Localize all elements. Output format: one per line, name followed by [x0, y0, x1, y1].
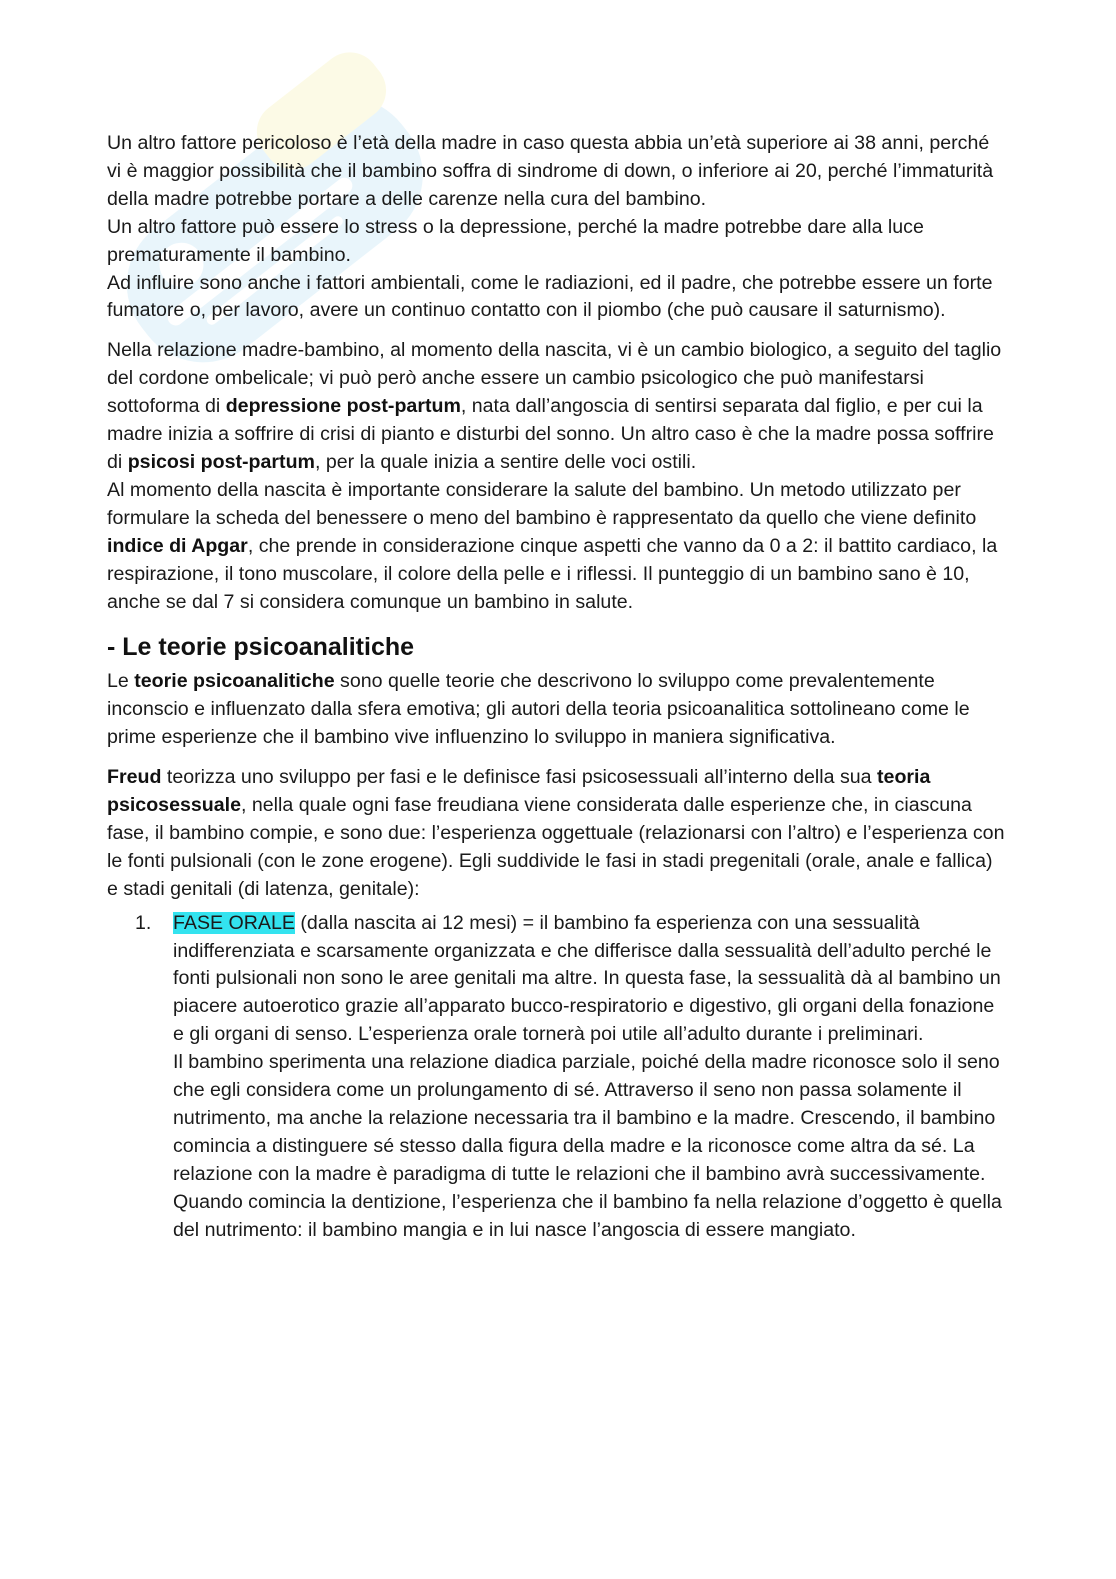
phase-paragraph-2: Il bambino sperimenta una relazione diadica parziale, poiché della madre riconosce solo il seno che egli considera come un prolungamento di sé. Attraverso il seno non passa solamente il nutrimento, ma anche la relazione necessaria tra il bambino e la madre. Crescendo, il bambino comincia a distinguere sé stesso dalla figura della madre e la riconosce come altra da sé. La relazione con la madre è paradigma di tutte le relazioni che il bambino avrà successivamente.: [173, 1051, 1000, 1185]
document-page: [107, 130, 1007, 1245]
birth-paragraph-2: Al momento della nascita è importante considerare la salute del bambino. Un metodo utilizzato per formulare la scheda del benessere o meno del bambino è rappresentato da quello che viene definito indice di Apgar, che prende in considerazione cinque aspetti che vanno da 0 a 2: il battito cardiaco, la respirazione, il tono muscolare, il colore della pelle e i riflessi. Il punteggio di un bambino sano è 10, anche se dal 7 si considera comunque un bambino in salute.: [107, 478, 998, 613]
term-depressione-post-partum: depressione post-partum: [225, 395, 461, 418]
term-psicosi-post-partum: psicosi post-partum: [127, 450, 315, 473]
phase-paragraph-1: FASE ORALE (dalla nascita ai 12 mesi) = il bambino fa esperienza con una sessualità indifferenziata e scarsamente organizzata e che differisce dalla sessualità dell’adulto perché le fonti pulsionali non sono le aree genitali ma altre. In questa fase, la sessualità dà al bambino un piacere autoerotico grazie all’apparato bucco-respiratorio e digestivo, gli organi della fonazione e gli organi di senso. L’esperienza orale tornerà poi utile all’adulto durante i preliminari.: [173, 911, 1001, 1046]
highlighted-phase-title: FASE ORALE: [173, 911, 295, 934]
term-teoria-psicosessuale: teoria psicosessuale: [107, 766, 931, 817]
term-indice-di-apgar: indice di Apgar: [107, 534, 248, 557]
list-item-number: 1.: [135, 911, 152, 934]
intro-paragraph-2: Un altro fattore può essere lo stress o la depressione, perché la madre potrebbe dare alla luce prematuramente il bambino.: [107, 215, 924, 266]
term-teorie-psicoanalitiche: teorie psicoanalitiche: [134, 670, 335, 693]
term-freud: Freud: [107, 766, 162, 789]
intro-paragraph-3: Ad influire sono anche i fattori ambientali, come le radiazioni, ed il padre, che potrebbe essere un forte fumatore o, per lavoro, avere un continuo contatto con il piombo (che può causare il saturnismo).: [107, 271, 993, 322]
section-paragraph-1: Le teorie psicoanalitiche sono quelle teorie che descrivono lo sviluppo come prevalentemente inconscio e influenzato dalla sfera emotiva; gli autori della teoria psicoanalitica sottolineano come le prime esperienze che il bambino vive influenzino lo sviluppo in maniera significativa.: [107, 670, 970, 749]
list-item: [135, 910, 1007, 1245]
section-paragraph-2: Freud teorizza uno sviluppo per fasi e le definisce fasi psicosessuali all’interno della sua teoria psicosessuale, nella quale ogni fase freudiana viene considerata dalle esperienze che, in ciascuna fase, il bambino compie, e sono due: l’esperienza oggettuale (relazionarsi con l’altro) e l’esperienza con le fonti pulsionali (con le zone erogene). Egli suddivide le fasi in stadi pregenitali (orale, anale e fallica) e stadi genitali (di latenza, genitale):: [107, 766, 1005, 900]
intro-paragraph-1: Un altro fattore pericoloso è l’età della madre in caso questa abbia un’età superiore ai 38 anni, perché vi è maggior possibilità che il bambino soffra di sindrome di down, o inferiore ai 20, perché l’immaturità della madre potrebbe portare a delle carenze nella cura del bambino.: [107, 132, 994, 210]
birth-paragraph-1: Nella relazione madre-bambino, al momento della nascita, vi è un cambio biologico, a seguito del taglio del cordone ombelicale; vi può però anche essere un cambio psicologico che può manifestarsi sottoforma di depressione post-partum, nata dall’angoscia di sentirsi separata dal figlio, e per cui la madre inizia a soffrire di crisi di pianto e disturbi del sonno. Un altro caso è che la madre possa soffrire di psicosi post-partum, per la quale inizia a sentire delle voci ostili.: [107, 339, 1002, 473]
phases-list: [107, 910, 1007, 1245]
section-heading: - Le teorie psicoanalitiche: [107, 633, 415, 662]
phase-paragraph-3: Quando comincia la dentizione, l’esperienza che il bambino fa nella relazione d’oggetto è quella del nutrimento: il bambino mangia e in lui nasce l’angoscia di essere mangiato.: [173, 1190, 1002, 1241]
